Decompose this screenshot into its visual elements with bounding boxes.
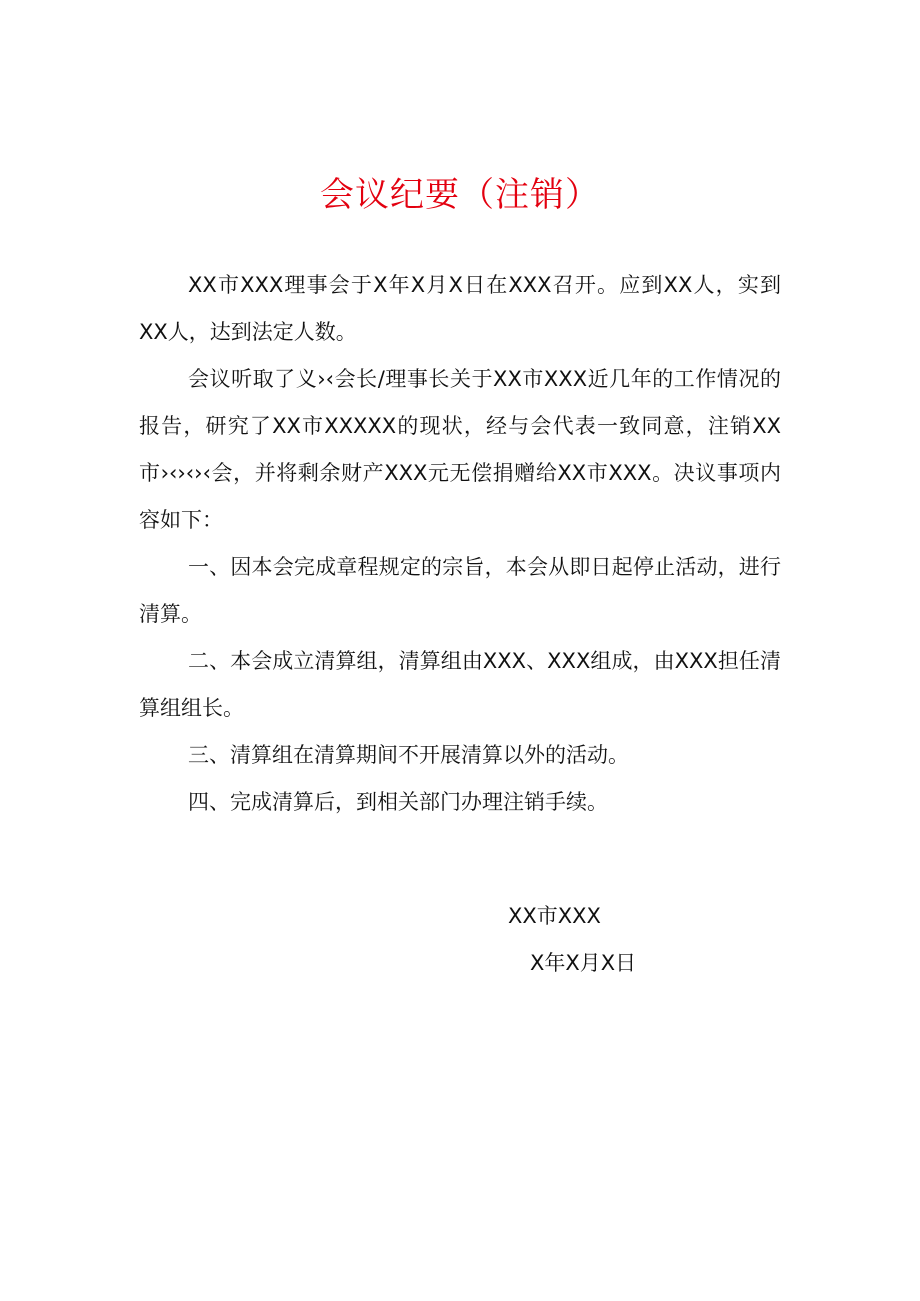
paragraph-item-4: 四、完成清算后，到相关部门办理注销手续。 — [188, 790, 608, 814]
paragraph-resolution: 会议听取了义›‹会长/理事长关于XX市XXX近几年的工作情况的报告，研究了XX市XXXXX的现状，经与会代表一致同意，注销XX市›‹›‹›‹会，并将剩余财产XXX元无偿捐赠给XX市XXX。决议事项内容如下： — [139, 367, 781, 532]
paragraph-item-2: 二、本会成立清算组，清算组由XXX、XXX组成，由XXX担任清算组组长。 — [139, 649, 781, 720]
document-body — [139, 262, 781, 826]
paragraph-item-3: 三、清算组在清算期间不开展清算以外的活动。 — [188, 743, 629, 767]
document-title: 会议纪要（注销） — [320, 175, 600, 215]
paragraph-item-1: 一、因本会完成章程规定的宗旨，本会从即日起停止活动，进行清算。 — [139, 555, 781, 626]
signature-organization: XX市XXX — [508, 904, 601, 928]
paragraph-attendance: XX市XXX理事会于X年X月X日在XXX召开。应到XX人，实到XX人，达到法定人数。 — [139, 273, 781, 344]
signature-date: X年X月X日 — [530, 951, 637, 975]
